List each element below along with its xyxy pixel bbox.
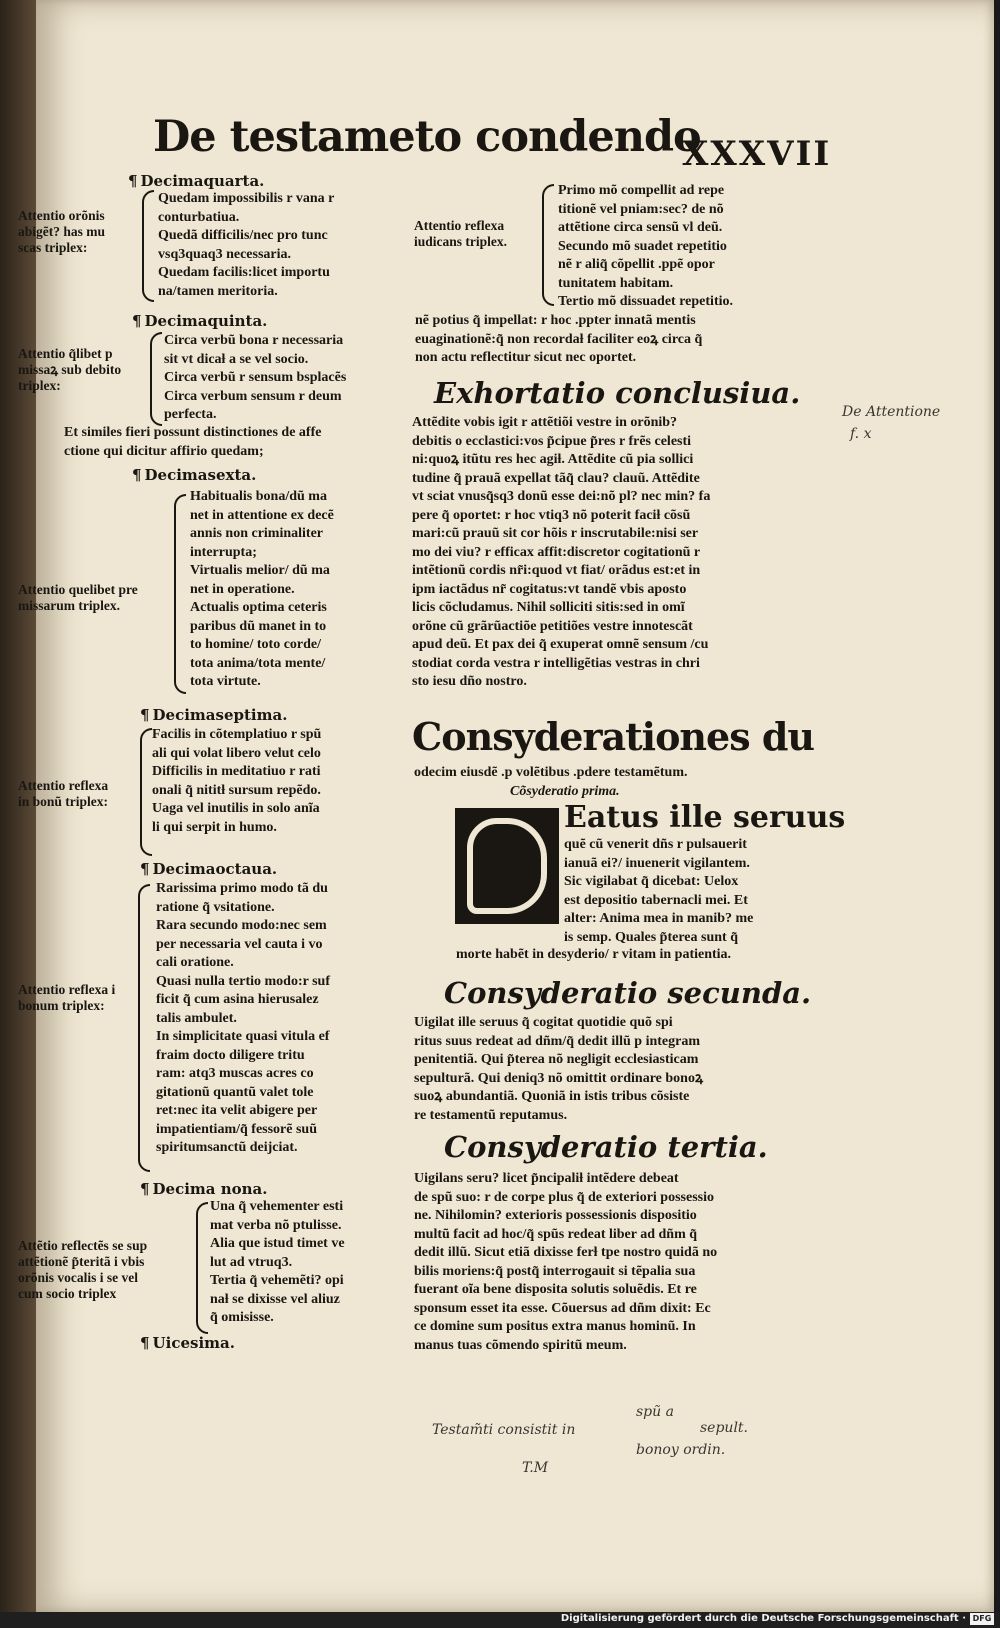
brace — [196, 1202, 208, 1334]
section-19-label: Attẽtio reflectẽs se sup attẽtionẽ p̃teritã i vbis orõnis vocalis i se vel cum socio triplex — [18, 1238, 148, 1301]
section-15-tail: Et similes fieri possunt distinctiones de affe ctione qui dicitur affirio quedam; — [64, 425, 322, 459]
brace — [138, 884, 150, 1172]
heading-tertia: Consyderatio tertia. — [444, 1130, 768, 1164]
secunda-text: Uigilat ille seruus q̃ cogitat quotidie quõ spi ritus suus redeat ad dñm/q̃ dedit illũ p integram penitentiã. Qui p̃terea nõ negligit ecclesiasticam sepulturã. Qui deniq3 nõ omittit ordinare bonoꝝ suoꝝ abundantiã. Quoniã in istis tribus cõsiste re testamentũ reputamus. — [414, 1015, 704, 1123]
section-19-head: ¶ Decima nona. — [140, 1180, 268, 1198]
consyd-subtitle: odecim eiusdẽ .p volẽtibus .pdere testamẽtum. — [414, 765, 688, 780]
consyd-first-label: Cõsyderatio prima. — [510, 784, 620, 799]
consyd-first-after: morte habẽt in desyderio/ r vitam in patientia. — [456, 947, 732, 962]
tertia-text: Uigilans seru? licet p̃ncipaliƚ intẽdere debeat de spũ suo: r de corpe plus q̃ de exteriori possessio ne. Nihilomin? exterioris possessionis dispositio multũ facit ad hoc/q̃ spũs redeat liber ad dñm q̃ dedit illũ. Sicut etiã dixisse ferƚ tpe nostro quidã no bilis moriens:q̃ postq̃ interrogauit si tẽpalia sua fuerant oĩa bene disposita solutis soluẽdis. Et re sponsum esset ita esse. Cõuersus ad dñm dixit: Ec ce domine sum positus extra manus hominũ. In manus tuas cõmendo spiritũ meum. — [414, 1171, 718, 1353]
consyd-first-text: quẽ cũ venerit dñs r pulsauerit ianuã ei?/ inuenerit vigilantem. Sic vigilabat q̃ dicebat: Uelox est depositio tabernacli mei. Et alter: Anima mea in manib? me is semp. Quales p̃terea sunt q̃ — [564, 837, 754, 945]
heading-secunda: Consyderatio secunda. — [444, 976, 812, 1010]
marginal-note: sepult. — [700, 1420, 749, 1436]
section-19-text: Una q̃ vehementer esti mat verba nõ ptulisse. Alia que istud timet ve lut ad vtruq3. Tertia q̃ vehemẽti? opi naƚ se dixisse vel aliuz q̃ omisisse. — [210, 1199, 345, 1325]
brace — [150, 332, 162, 426]
marginal-note: spũ a — [636, 1404, 674, 1420]
right-top-text: Primo mõ compellit ad repe titionẽ vel pniam:sec? de nõ attẽtione circa sensũ vl deũ. Secundo mõ suadet repetitio nẽ r aliq̃ cõpellit .ppẽ opor tunitatem habitam. Tertio mõ dissuadet repetitio. — [558, 183, 733, 309]
brace — [140, 728, 152, 856]
marginal-note: bonoy ordin. — [636, 1442, 726, 1458]
page-title: De testameto condendo — [153, 112, 701, 162]
section-18-head: ¶ Decimaoctaua. — [140, 860, 277, 878]
folio-number: XXXVII — [682, 134, 832, 174]
section-17-head: ¶ Decimaseptima. — [140, 706, 287, 724]
marginal-note: De Attentione — [842, 404, 941, 420]
footer-credit: Digitalisierung gefördert durch die Deutsche Forschungsgemeinschaft · — [560, 1613, 966, 1624]
marginal-note: f. x — [850, 426, 872, 442]
section-14-head: ¶ Decimaquarta. — [128, 172, 264, 190]
dfg-logo: DFG — [970, 1613, 994, 1625]
section-18-text: Rarissima primo modo tã du ratione q̃ vsitatione. Rara secundo modo:nec sem per necessaria vel cauta i vo cali oratione. Quasi nulla tertio modo:r suf ficit q̃ cum asina hierusalez talis ambulet. In simplicitate quasi vitula ef fraim docto diligere tritu ram: atq3 muscas acres co gitationũ quantũ valet tole ret:nec ita velit abigere per impatientiam/q̃ fessorẽ suũ spiritumsanctũ deijciat. — [156, 881, 330, 1155]
section-20-head: ¶ Uicesima. — [140, 1334, 235, 1352]
section-14-text: Quedam impossibilis r vana r conturbatiua. Quedã difficilis/nec pro tunc vsq3quaq3 necessaria. Quedam facilis:licet importu na/tamen meritoria. — [158, 191, 335, 299]
right-top-label: Attentio reflexa iudicans triplex. — [414, 218, 508, 249]
section-17-text: Facilis in cõtemplatiuo r spũ ali qui volat libero velut celo Difficilis in meditatiuo r rati onali q̃ nititƚ sursum repẽdo. Uaga vel inutilis in solo anĩa li qui serpit in humo. — [152, 727, 322, 835]
decorated-initial — [455, 808, 559, 924]
brace — [142, 190, 154, 302]
section-14-label: Attentio orõnis abigẽt? has mu scas triplex: — [18, 208, 106, 255]
section-16-text: Habitualis bona/dũ ma net in attentione ex decẽ annis non criminaliter interrupta; Virtualis melior/ dũ ma net in operatione. Actualis optima ceteris paribus dũ manet in to to homine/ toto corde/ tota anima/tota mente/ tota virtute. — [190, 489, 334, 689]
right-top-tail: nẽ potius q̃ impellat: r hoc .ppter innatã mentis euaginationẽ:q̃ non recordaƚ faciliter eoꝝ circa q̃ non actu reflectitur sicut nec oportet. — [415, 313, 703, 365]
exhortatio-text: Attẽdite vobis igit r attẽtiõi vestre in orõnib? debitis o ecclastici:vos p̃cipue p̃res r frẽs celesti ni:quoꝝ itũtu res hec agiƚ. Attẽdite cũ pia sollici tudine q̃ prauã expellat tãq̃ clau? clauũ. Attẽdite vt sciat vnusq̃sq3 donũ esse dei:nõ pl? nec min? fa pere q̃ oportet: r hoc vtiq3 nõ poterit faciƚ cõsũ mari:cũ prauũ sit cor hõis r inscrutabile:nisi ser mo dei viu? r efficax affit:discretor cogitationũ r intẽtionũ cordis nr̃i:quod vt fiat/ orãdus est:et in ipm iactãdus nr̃ cogitatus:vt tandẽ vbis aposto licis cõcludamus. Nihil solliciti sitis:sed in omĩ orõne cũ grãrũactiõe petitiões vestre innotescãt apud deũ. Et pax dei q̃ exuperat omnẽ sensum /cu stodiat corda vestra r intelligẽtias vestras in chri sto iesu dño nostro. — [412, 415, 711, 689]
section-16-label: Attentio quelibet pre missarum triplex. — [18, 582, 138, 613]
section-17-label: Attentio reflexa in bonũ triplex: — [18, 778, 109, 809]
heading-consyderationes: Consyderationes du — [412, 714, 815, 759]
section-16-head: ¶ Decimasexta. — [132, 466, 256, 484]
marginal-note: T.M — [522, 1460, 549, 1476]
printed-leaf — [18, 0, 994, 1612]
brace — [542, 184, 554, 306]
marginal-note: Testam̃ti consistit in — [432, 1422, 576, 1438]
drop-lead: Eatus ille seruus — [564, 800, 846, 835]
section-18-label: Attentio reflexa i bonum triplex: — [18, 982, 116, 1013]
section-15-text: Circa verbũ bona r necessaria sit vt dicaƚ a se vel socio. Circa verbũ r sensum bsplacẽs Circa verbum sensum r deum perfecta. — [164, 333, 347, 422]
brace — [174, 494, 186, 694]
section-15-label: Attentio q̃libet p missaꝝ sub debito triplex: — [18, 346, 122, 393]
heading-exhortatio: Exhortatio conclusiua. — [434, 376, 801, 410]
section-15-head: ¶ Decimaquinta. — [132, 312, 267, 330]
